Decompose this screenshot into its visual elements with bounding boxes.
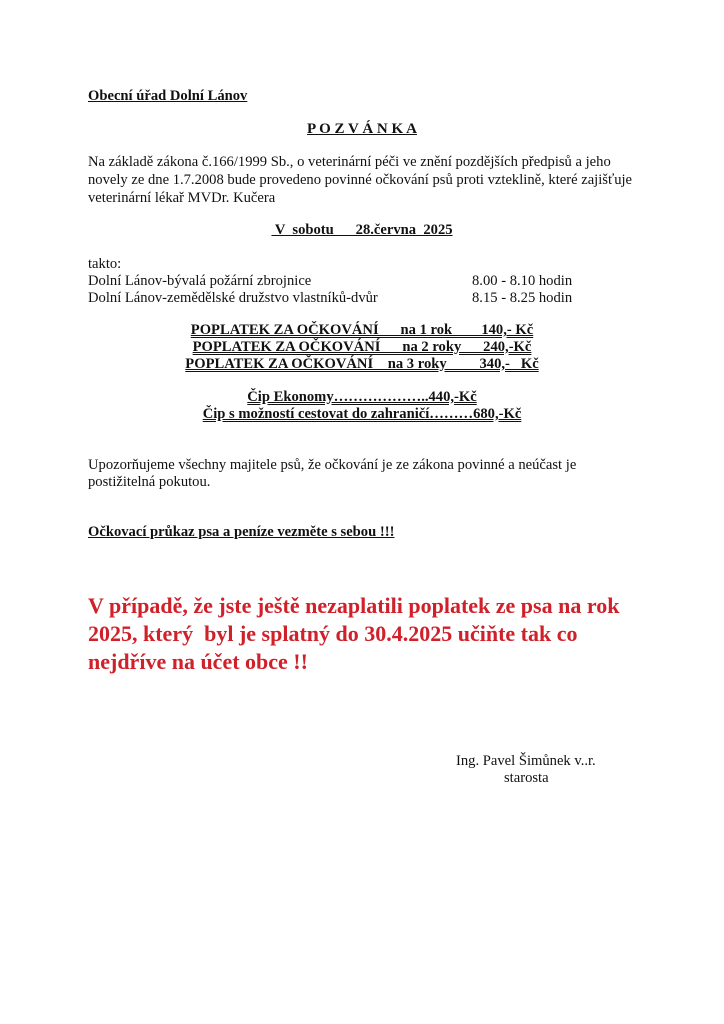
schedule-label: takto: [88,256,122,272]
office-name: Obecní úřad Dolní Lánov [88,88,248,104]
warning-line-1: Upozorňujeme všechny majitele psů, že očkování je ze zákona povinné a neúčast je [88,457,577,473]
fee-2-years: POPLATEK ZA OČKOVÁNÍ na 2 roky 240,-Kč [192,339,532,355]
bring-notice: Očkovací průkaz psa a peníze vezměte s sebou !!! [88,524,395,540]
vaccination-date: V sobotu 28.června 2025 [271,222,453,238]
page-title: P O Z V Á N K A [307,121,417,137]
chip-travel: Čip s možností cestovat do zahraničí………680,-Kč [202,406,522,422]
intro-line-2: novely ze dne 1.7.2008 bude provedeno povinné očkování psů proti vzteklině, které zajišťuje [88,172,633,188]
tax-notice-line-2: 2025, který byl je splatný do 30.4.2025 učiňte tak co [88,621,578,646]
signature-name: Ing. Pavel Šimůnek v..r. [456,753,596,769]
tax-notice-line-1: V případě, že jste ještě nezaplatili poplatek ze psa na rok [88,593,620,618]
schedule-place-2: Dolní Lánov-zemědělské družstvo vlastníků-dvůr [88,290,378,306]
fee-3-years: POPLATEK ZA OČKOVÁNÍ na 3 roky 340,- Kč [185,356,539,372]
signature-role: starosta [504,770,549,786]
chip-economy: Čip Ekonomy………………..440,-Kč [247,389,477,405]
schedule-time-2: 8.15 - 8.25 hodin [472,290,573,306]
schedule-time-1: 8.00 - 8.10 hodin [472,273,573,289]
warning-line-2: postižitelná pokutou. [88,474,211,490]
intro-line-3: veterinární lékař MVDr. Kučera [88,190,276,206]
intro-line-1: Na základě zákona č.166/1999 Sb., o veterinární péči ve znění pozdějších předpisů a jeho [88,154,611,170]
fee-1-year: POPLATEK ZA OČKOVÁNÍ na 1 rok 140,- Kč [190,322,534,338]
tax-notice-line-3: nejdříve na účet obce !! [88,649,308,674]
schedule-place-1: Dolní Lánov-bývalá požární zbrojnice [88,273,312,289]
